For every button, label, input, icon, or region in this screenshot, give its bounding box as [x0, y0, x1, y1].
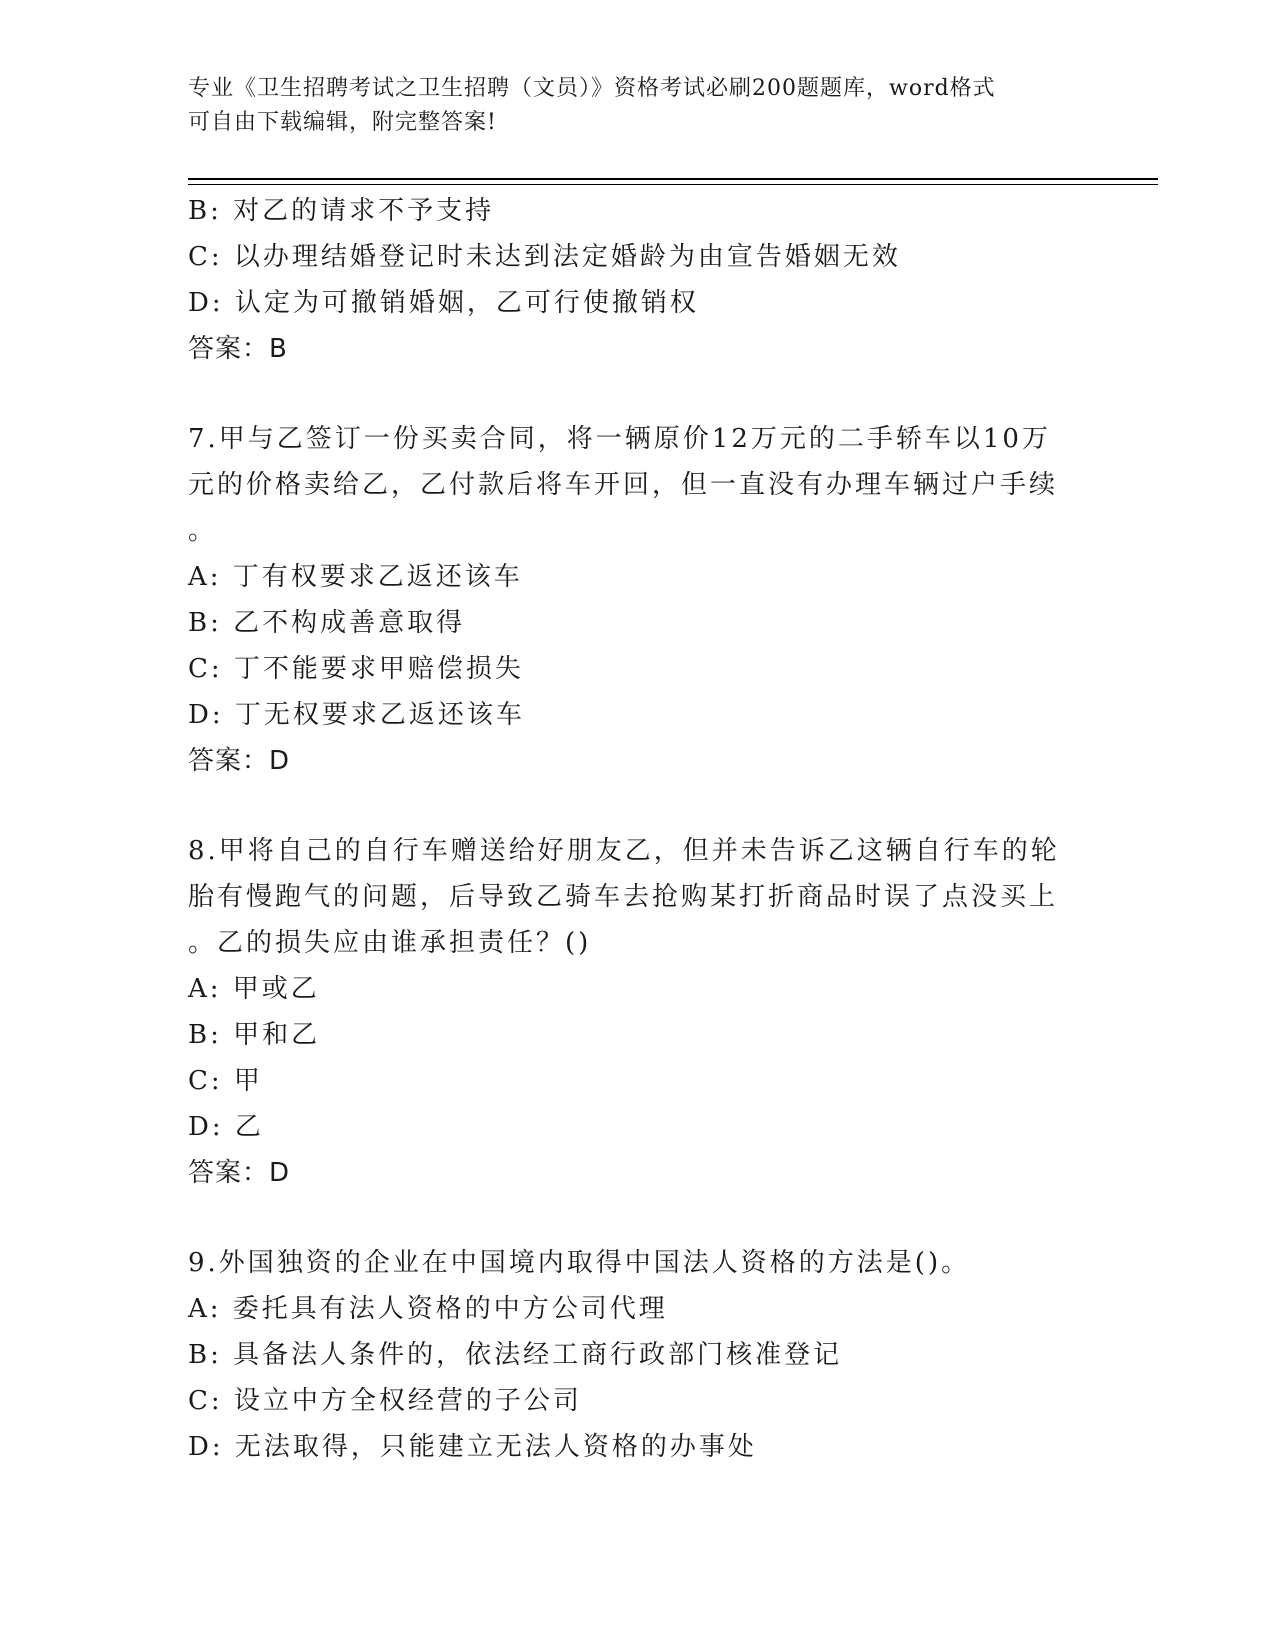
question-6: [188, 188, 1068, 372]
question-stem: [188, 1240, 1068, 1286]
answer: 答案：B: [188, 334, 288, 364]
question-8: [188, 828, 1068, 1196]
answer: 答案：D: [188, 1158, 291, 1188]
option-c: C: 丁不能要求甲赔偿损失: [188, 654, 524, 684]
option-d: D: 认定为可撤销婚姻，乙可行使撤销权: [188, 288, 699, 318]
question-7: [188, 416, 1068, 784]
option-a: A: 甲或乙: [188, 974, 320, 1004]
option-c: C: 以办理结婚登记时未达到法定婚龄为由宣告婚姻无效: [188, 242, 901, 272]
header-divider-thin: [188, 184, 1158, 185]
header-line-1: 专业《卫生招聘考试之卫生招聘（文员）》资格考试必刷200题题库，word格式: [188, 76, 996, 101]
stem-line: 7.甲与乙签订一份买卖合同，将一辆原价12万元的二手轿车以10万: [188, 424, 1051, 454]
question-stem: [188, 416, 1068, 554]
option-a: A: 丁有权要求乙返还该车: [188, 562, 523, 592]
option-d: D: 无法取得，只能建立无法人资格的办事处: [188, 1432, 757, 1462]
header-line-2: 可自由下载编辑，附完整答案!: [188, 110, 497, 135]
option-d: D: 乙: [188, 1112, 264, 1142]
document-header: [188, 72, 1068, 140]
option-b: B: 对乙的请求不予支持: [188, 196, 495, 226]
option-b: B: 具备法人条件的，依法经工商行政部门核准登记: [188, 1340, 843, 1370]
stem-line: 元的价格卖给乙，乙付款后将车开回，但一直没有办理车辆过户手续: [188, 470, 1059, 500]
option-a: A: 委托具有法人资格的中方公司代理: [188, 1294, 668, 1324]
option-b: B: 甲和乙: [188, 1020, 321, 1050]
option-c: C: 设立中方全权经营的子公司: [188, 1386, 582, 1416]
option-b: B: 乙不构成善意取得: [188, 608, 466, 638]
question-9: [188, 1240, 1068, 1470]
header-divider-thick: [188, 178, 1158, 180]
stem-line: 。乙的损失应由谁承担责任？(): [188, 928, 592, 958]
stem-line: 胎有慢跑气的问题，后导致乙骑车去抢购某打折商品时误了点没买上: [188, 882, 1059, 912]
option-c: C: 甲: [188, 1066, 263, 1096]
question-stem: [188, 828, 1068, 966]
question-content: [188, 188, 1068, 1470]
stem-line: 9.外国独资的企业在中国境内取得中国法人资格的方法是()。: [188, 1248, 971, 1278]
answer: 答案：D: [188, 746, 291, 776]
stem-line: 。: [188, 516, 218, 546]
stem-line: 8.甲将自己的自行车赠送给好朋友乙，但并未告诉乙这辆自行车的轮: [188, 836, 1060, 866]
option-d: D: 丁无权要求乙返还该车: [188, 700, 525, 730]
